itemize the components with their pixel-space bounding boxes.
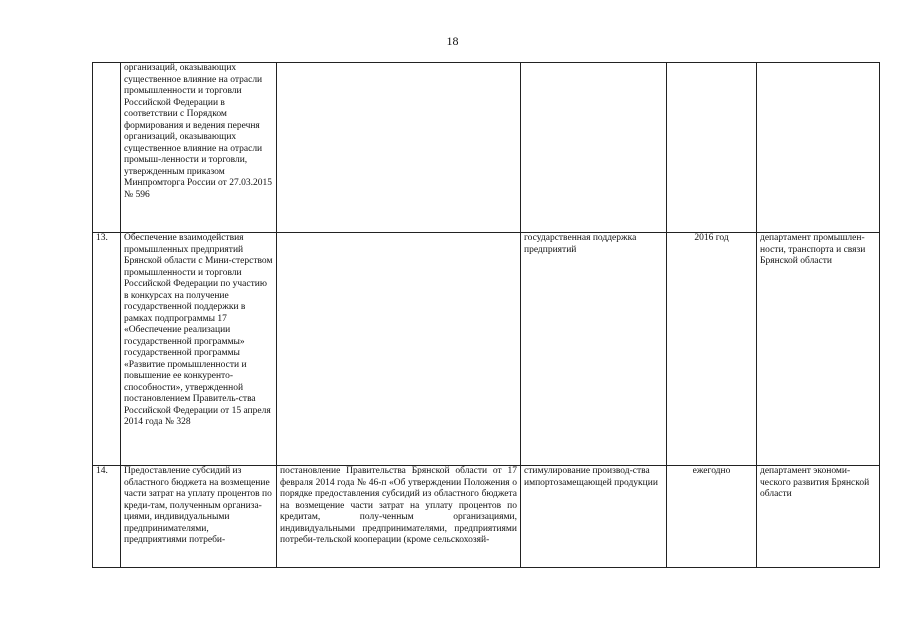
activity-cell: Обеспечение взаимодействия промышленных предприятий Брянской области с Мини-стерством промышленности и торговли Российской Федерации по участию в конкурсах на получение государственной поддержки в рамках подпрограммы 17 «Обеспечение реализации государственной программы» государственной программы «Развитие промышленности и повышение ее конкуренто-способности», утвержденной постановлением Правитель-ства Российской Федерации от 15 апреля 2014 года № 328 <box>121 233 277 466</box>
basis-cell: постановление Правительства Брянской области от 17 февраля 2014 года № 46-п «Об утверждении Положения о порядке предоставления субсидий из областного бюджета на возмещение части затрат на уплату процентов по кредитам, полу-ченным организациями, индивидуальными предпринимателями, предприятиями потреби-тельской кооперации (кроме сельскохозяй- <box>277 466 521 568</box>
direction-cell: государственная поддержка предприятий <box>521 233 667 466</box>
executor-cell <box>757 63 880 233</box>
measures-table <box>92 62 880 568</box>
row-number: 14. <box>93 466 121 568</box>
activity-cell: Предоставление субсидий из областного бюджета на возмещение части затрат на уплату процентов по креди-там, полученным организа-циями, индивидуальными предпринимателями, предприятиями потреби- <box>121 466 277 568</box>
basis-cell <box>277 233 521 466</box>
basis-cell <box>277 63 521 233</box>
direction-cell: стимулирование производ-ства импортозамещающей продукции <box>521 466 667 568</box>
table-row <box>93 233 880 466</box>
row-number: 13. <box>93 233 121 466</box>
row-number <box>93 63 121 233</box>
table-row <box>93 466 880 568</box>
page-number: 18 <box>446 34 459 48</box>
executor-cell: департамент промышлен-ности, транспорта и связи Брянской области <box>757 233 880 466</box>
table-row <box>93 63 880 233</box>
direction-cell <box>521 63 667 233</box>
term-cell <box>667 63 757 233</box>
activity-cell: организаций, оказывающих существенное влияние на отрасли промышленности и торговли Российской Федерации в соответствии с Порядком формирования и ведения перечня организаций, оказывающих существенное влияние на отрасли промыш-ленности и торговли, утвержденным приказом Минпромторга России от 27.03.2015 № 596 <box>121 63 277 233</box>
executor-cell: департамент экономи-ческого развития Брянской области <box>757 466 880 568</box>
term-cell: ежегодно <box>667 466 757 568</box>
term-cell: 2016 год <box>667 233 757 466</box>
